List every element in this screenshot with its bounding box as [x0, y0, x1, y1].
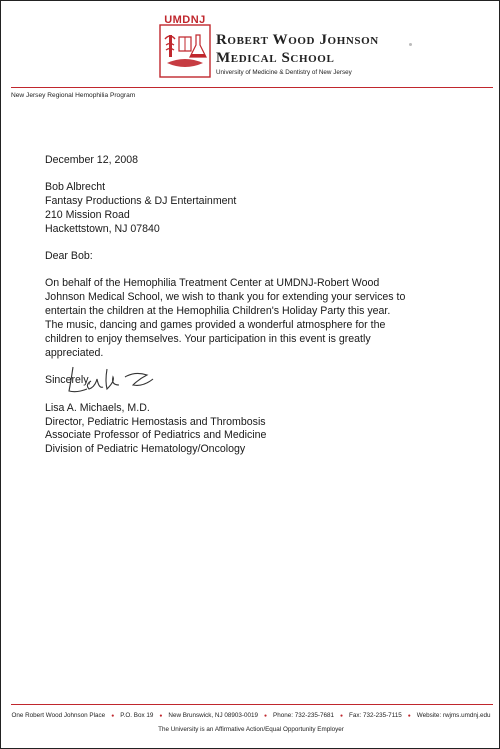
program-name: New Jersey Regional Hemophilia Program — [11, 92, 136, 99]
footer-phone: Phone: 732-235-7681 — [273, 712, 334, 719]
school-name-line1: Robert Wood Johnson — [216, 32, 379, 48]
closing: Sincerely, — [45, 374, 91, 386]
bullet-icon: ● — [159, 713, 163, 719]
body-line: Johnson Medical School, we wish to thank you for extending your services to — [45, 291, 406, 303]
letter-body — [45, 153, 465, 387]
recipient-line: Bob Albrecht — [45, 181, 106, 193]
recipient-line: Hackettstown, NJ 07840 — [45, 223, 160, 235]
bullet-icon: ● — [264, 713, 268, 719]
body-line: On behalf of the Hemophilia Treatment Center at UMDNJ-Robert Wood — [45, 277, 380, 289]
signer-title: Division of Pediatric Hematology/Oncology — [45, 442, 246, 455]
bullet-icon: ● — [339, 713, 343, 719]
bullet-icon: ● — [111, 713, 115, 719]
bullet-icon: ● — [407, 713, 411, 719]
footer-city: New Brunswick, NJ 08903-0019 — [168, 712, 258, 719]
footer-fax: Fax: 732-235-7115 — [348, 712, 402, 719]
scan-speck — [409, 43, 412, 46]
signer-title: Associate Professor of Pediatrics and Medicine — [45, 429, 267, 441]
body-line: The music, dancing and games provided a wonderful atmosphere for the — [45, 319, 386, 331]
footer-website[interactable]: Website: rwjms.umdnj.edu — [416, 712, 491, 719]
footer-address: One Robert Wood Johnson Place — [11, 712, 106, 719]
footer-contact — [1, 712, 500, 719]
footer-divider — [11, 704, 493, 705]
body-line: entertain the children at the Hemophilia Children's Holiday Party this year. — [45, 305, 391, 317]
header-divider — [11, 87, 493, 88]
signature-block — [45, 402, 266, 456]
recipient-line: 210 Mission Road — [45, 209, 130, 221]
recipient-address — [45, 180, 465, 236]
school-name — [216, 31, 379, 67]
footer-eoe-statement: The University is an Affirmative Action/Equal Opportunity Employer — [158, 726, 344, 733]
body-line: appreciated. — [45, 347, 104, 359]
school-name-line2: Medical School — [216, 50, 335, 66]
body-paragraph — [45, 276, 465, 360]
logo-acronym: UMDNJ — [164, 14, 206, 26]
signer-title: Director, Pediatric Hemostasis and Thrombosis — [45, 415, 266, 428]
salutation: Dear Bob: — [45, 250, 93, 262]
signer-name: Lisa A. Michaels, M.D. — [45, 402, 150, 414]
letter-date: December 12, 2008 — [45, 154, 139, 166]
recipient-line: Fantasy Productions & DJ Entertainment — [45, 195, 237, 207]
university-name: University of Medicine & Dentistry of New Jersey — [216, 69, 352, 76]
handwritten-signature — [63, 363, 158, 397]
body-line: children to enjoy themselves. Your participation in this event is greatly — [45, 333, 371, 345]
footer-po-box: P.O. Box 19 — [120, 712, 154, 719]
